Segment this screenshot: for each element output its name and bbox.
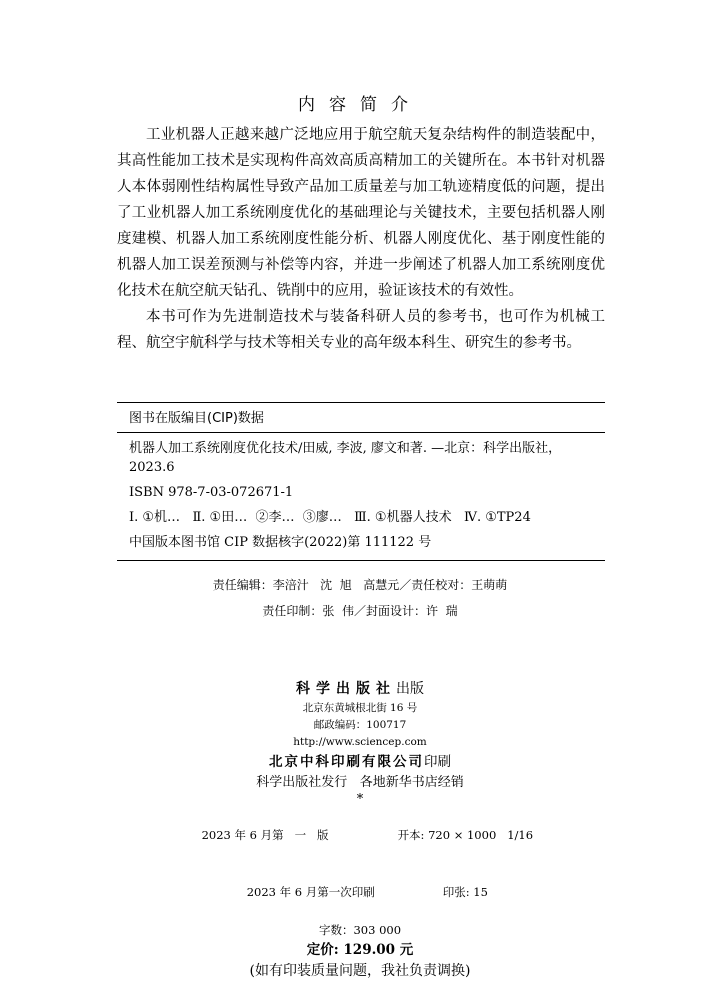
publisher-brand: 科学出版社 <box>296 681 396 697</box>
cip-block <box>117 402 605 561</box>
publisher-website: http://www.sciencep.com <box>293 736 427 748</box>
summary-paragraph: 工业机器人正越来越广泛地应用于航空航天复杂结构件的制造装配中，其高性能加工技术是实现构件高效高质高精加工的关键所在。本书针对机器人本体弱刚性结构属性导致产品加工质量差与加工轨迹精度低的问题，提出了工业机器人加工系统刚度优化的基础理论与关键技术，主要包括机器人刚度建模、机器人加工系统刚度性能分析、机器人刚度优化、基于刚度性能的机器人加工误差预测与补偿等内容，并进一步阐述了机器人加工系统刚度优化技术在航空航天钻孔、铣削中的应用，验证该技术的有效性。 <box>117 127 605 299</box>
credits <box>0 572 720 624</box>
cip-record: 中国版本图书馆 CIP 数据核字(2022)第 111122 号 <box>129 535 432 550</box>
credits-editors: 责任编辑：李涪汁 沈 旭 高慧元／责任校对：王萌萌 <box>212 578 508 592</box>
cip-body <box>117 433 605 560</box>
printer-line <box>0 751 720 773</box>
price: 定价: 129.00 元 <box>306 942 414 958</box>
quality-note: (如有印装质量问题，我社负责调换) <box>249 963 471 979</box>
cip-entry: 机器人加工系统刚度优化技术/田威, 李波, 廖文和著. —北京：科学出版社，2023.6 <box>129 441 562 475</box>
book-format: 开本: 720 × 1000 1/16 <box>397 828 534 842</box>
print-sheets: 印张: 15 <box>442 885 488 899</box>
edition-date: 2023 年 6 月第 一 版 <box>201 828 329 842</box>
print-date: 2023 年 6 月第一次印刷 <box>246 885 375 899</box>
word-count: 字数：303 000 <box>318 923 402 937</box>
cip-isbn: ISBN 978-7-03-072671-1 <box>129 485 294 500</box>
imprint <box>0 678 720 981</box>
summary-paragraph: 本书可作为先进制造技术与装备科研人员的参考书，也可作为机械工程、航空宇航科学与技术等相关专业的高年级本科生、研究生的参考书。 <box>117 309 605 351</box>
printing-line <box>0 864 720 921</box>
publisher-postcode: 邮政编码：100717 <box>313 719 407 731</box>
publisher-line <box>0 678 720 700</box>
printer-suffix: 印刷 <box>424 754 451 770</box>
summary-title: 内容简介 <box>298 95 422 115</box>
distribution: 科学出版社发行 各地新华书店经销 <box>256 775 464 790</box>
edition-line <box>0 807 720 864</box>
cip-header: 图书在版编目(CIP)数据 <box>117 403 605 433</box>
summary-text <box>117 122 605 356</box>
publisher-address: 北京东黄城根北街 16 号 <box>302 702 418 714</box>
credits-production: 责任印制：张 伟／封面设计：许 瑞 <box>262 604 458 618</box>
cip-classification: Ⅰ. ①机… Ⅱ. ①田… ②李… ③廖… Ⅲ. ①机器人技术 Ⅳ. ①TP24 <box>129 510 531 525</box>
printer-brand: 北京中科印刷有限公司 <box>269 754 424 770</box>
separator-star: * <box>356 792 364 807</box>
publisher-suffix: 出版 <box>396 681 424 697</box>
